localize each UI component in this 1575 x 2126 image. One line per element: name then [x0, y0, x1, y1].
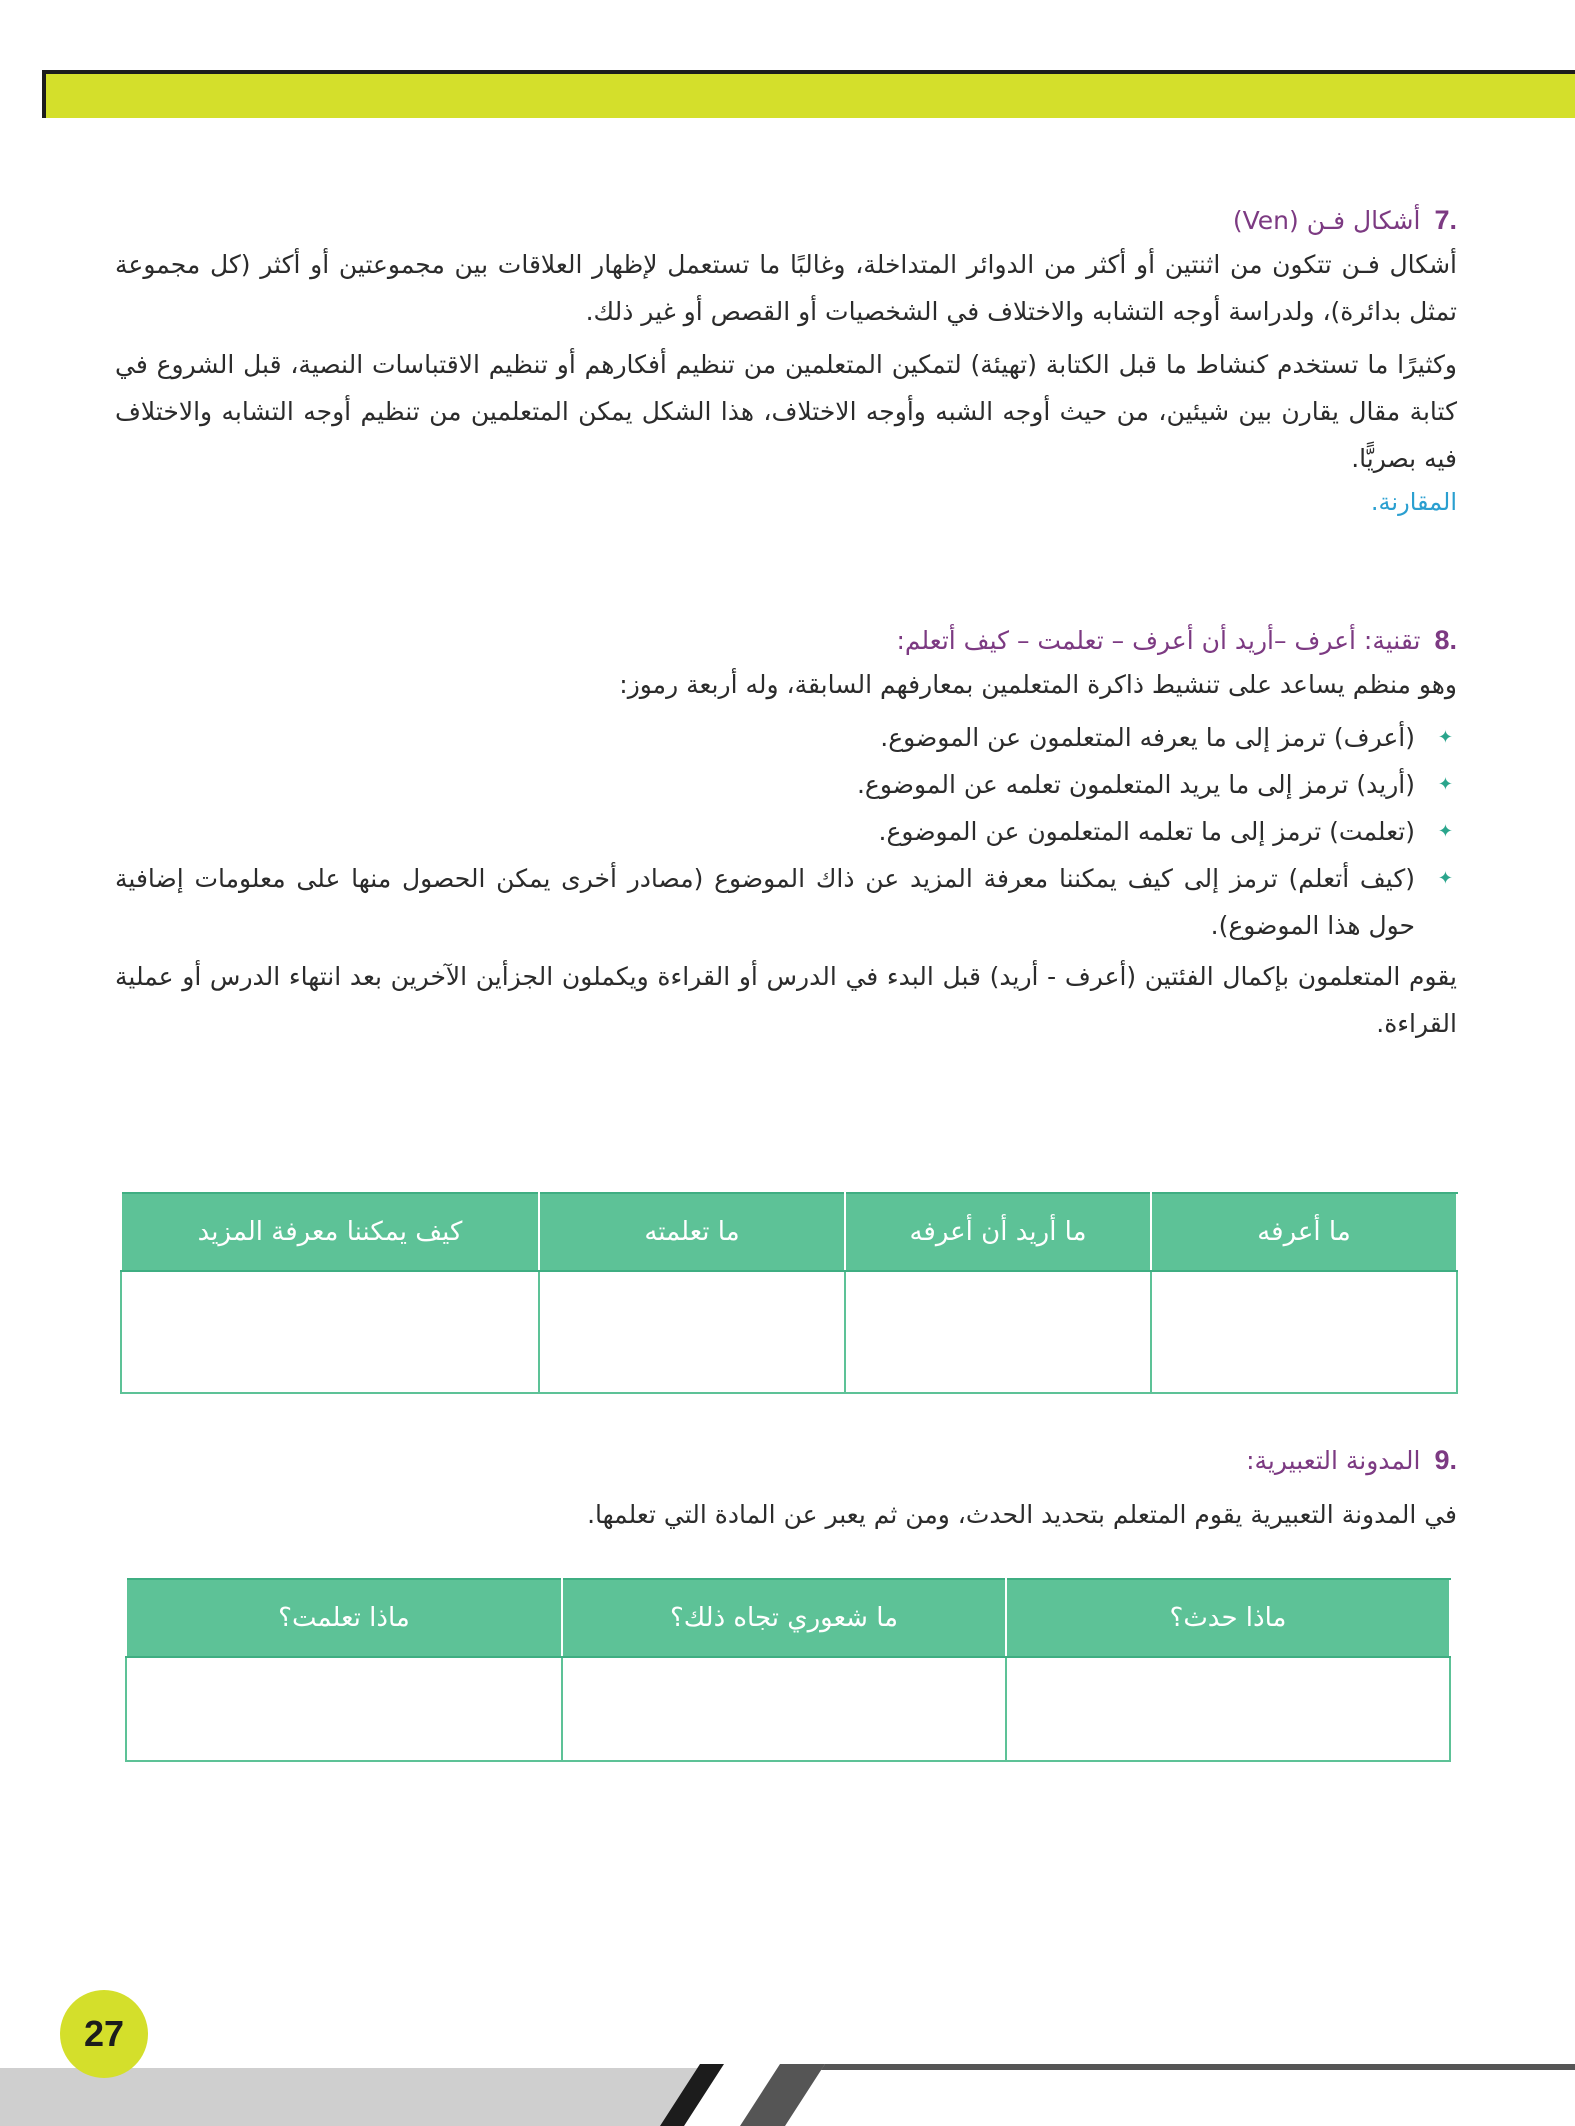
list-item: ✦ (تعلمت) ترمز إلى ما تعلمه المتعلمون عن الموضوع. — [115, 808, 1457, 855]
kwl-header-learned: ما تعلمته — [539, 1193, 845, 1271]
footer-gray-line — [821, 2064, 1575, 2070]
page-number: 27 — [60, 1990, 148, 2078]
section-9-intro: في المدونة التعبيرية يقوم المتعلم بتحديد الحدث، ومن ثم يعبر عن المادة التي تعلمها. — [587, 1500, 1457, 1529]
kwl-header-know: ما أعرفه — [1151, 1193, 1457, 1271]
journal-cell-feeling[interactable] — [562, 1657, 1006, 1761]
section-7-paragraph-1: أشكال فـن تتكون من اثنتين أو أكثر من الدوائر المتداخلة، وغالبًا ما تستعمل لإظهار العلاقات بين مجموعتين أو أكثر (كل مجموعة تمثل بدائرة)، ولدراسة أوجه التشابه والاختلاف في الشخصيات أو القصص أو غير ذلك. — [115, 250, 1457, 326]
section-7-heading — [115, 200, 1457, 241]
section-8-heading — [115, 620, 1457, 661]
kwl-header-want: ما أريد أن أعرفه — [845, 1193, 1151, 1271]
table-row — [126, 1657, 1450, 1761]
list-item: ✦ (أعرف) ترمز إلى ما يعرفه المتعلمون عن الموضوع. — [115, 714, 1457, 761]
kwl-cell-learned[interactable] — [539, 1271, 845, 1393]
star-bullet-icon: ✦ — [1437, 774, 1453, 795]
top-accent-bar — [42, 70, 1575, 118]
table-header-row — [126, 1579, 1450, 1657]
section-9-heading — [115, 1440, 1457, 1481]
kwl-cell-want[interactable] — [845, 1271, 1151, 1393]
kwl-table — [120, 1192, 1458, 1394]
section-8 — [115, 620, 1457, 1047]
journal-header-what-happened: ماذا حدث؟ — [1006, 1579, 1450, 1657]
kwl-cell-how[interactable] — [121, 1271, 539, 1393]
star-bullet-icon: ✦ — [1437, 821, 1453, 842]
section-8-title: تقنية: أعرف –أريد أن أعرف – تعلمت – كيف أتعلم: — [896, 626, 1421, 655]
section-7-title: أشكال فـن (Ven) — [1232, 206, 1421, 235]
journal-cell-learned[interactable] — [126, 1657, 562, 1761]
footer-band — [0, 2060, 1575, 2126]
journal-header-feeling: ما شعوري تجاه ذلك؟ — [562, 1579, 1006, 1657]
section-8-bullet-list — [115, 714, 1457, 949]
table-header-row — [121, 1193, 1457, 1271]
star-bullet-icon: ✦ — [1437, 727, 1453, 748]
journal-cell-what-happened[interactable] — [1006, 1657, 1450, 1761]
section-8-closing: يقوم المتعلمون بإكمال الفئتين (أعرف - أريد) قبل البدء في الدرس أو القراءة ويكملون الجزأين الآخرين بعد انتهاء الدرس أو عملية القراءة. — [115, 962, 1457, 1038]
section-7-number: .7 — [1434, 205, 1457, 235]
section-9 — [115, 1440, 1457, 1538]
section-7-note: المقارنة. — [1370, 488, 1457, 516]
table-row — [121, 1271, 1457, 1393]
section-8-number: .8 — [1434, 625, 1457, 655]
kwl-header-how: كيف يمكننا معرفة المزيد — [121, 1193, 539, 1271]
section-9-number: .9 — [1434, 1445, 1457, 1475]
kwl-cell-know[interactable] — [1151, 1271, 1457, 1393]
footer-gray-slash — [740, 2064, 825, 2126]
list-item: ✦ (كيف أتعلم) ترمز إلى كيف يمكننا معرفة المزيد عن ذاك الموضوع (مصادر أخرى يمكن الحصول منها على معلومات إضافية حول هذا الموضوع). — [115, 855, 1457, 949]
section-7 — [115, 200, 1457, 516]
journal-header-learned: ماذا تعلمت؟ — [126, 1579, 562, 1657]
list-item: ✦ (أريد) ترمز إلى ما يريد المتعلمون تعلمه عن الموضوع. — [115, 761, 1457, 808]
section-8-intro: وهو منظم يساعد على تنشيط ذاكرة المتعلمين بمعارفهم السابقة، وله أربعة رموز: — [619, 670, 1457, 699]
journal-table — [125, 1578, 1451, 1762]
star-bullet-icon: ✦ — [1437, 868, 1453, 889]
section-7-paragraph-2: وكثيرًا ما تستخدم كنشاط ما قبل الكتابة (تهيئة) لتمكين المتعلمين من تنظيم أفكارهم أو تنظيم الاقتباسات النصية، قبل الشروع في كتابة مقال يقارن بين شيئين، من حيث أوجه الشبه وأوجه الاختلاف، هذا الشكل يمكن المتعلمين من تنظيم أوجه التشابه والاختلاف فيه بصريًّا. — [115, 350, 1457, 473]
section-9-title: المدونة التعبيرية: — [1246, 1446, 1421, 1475]
